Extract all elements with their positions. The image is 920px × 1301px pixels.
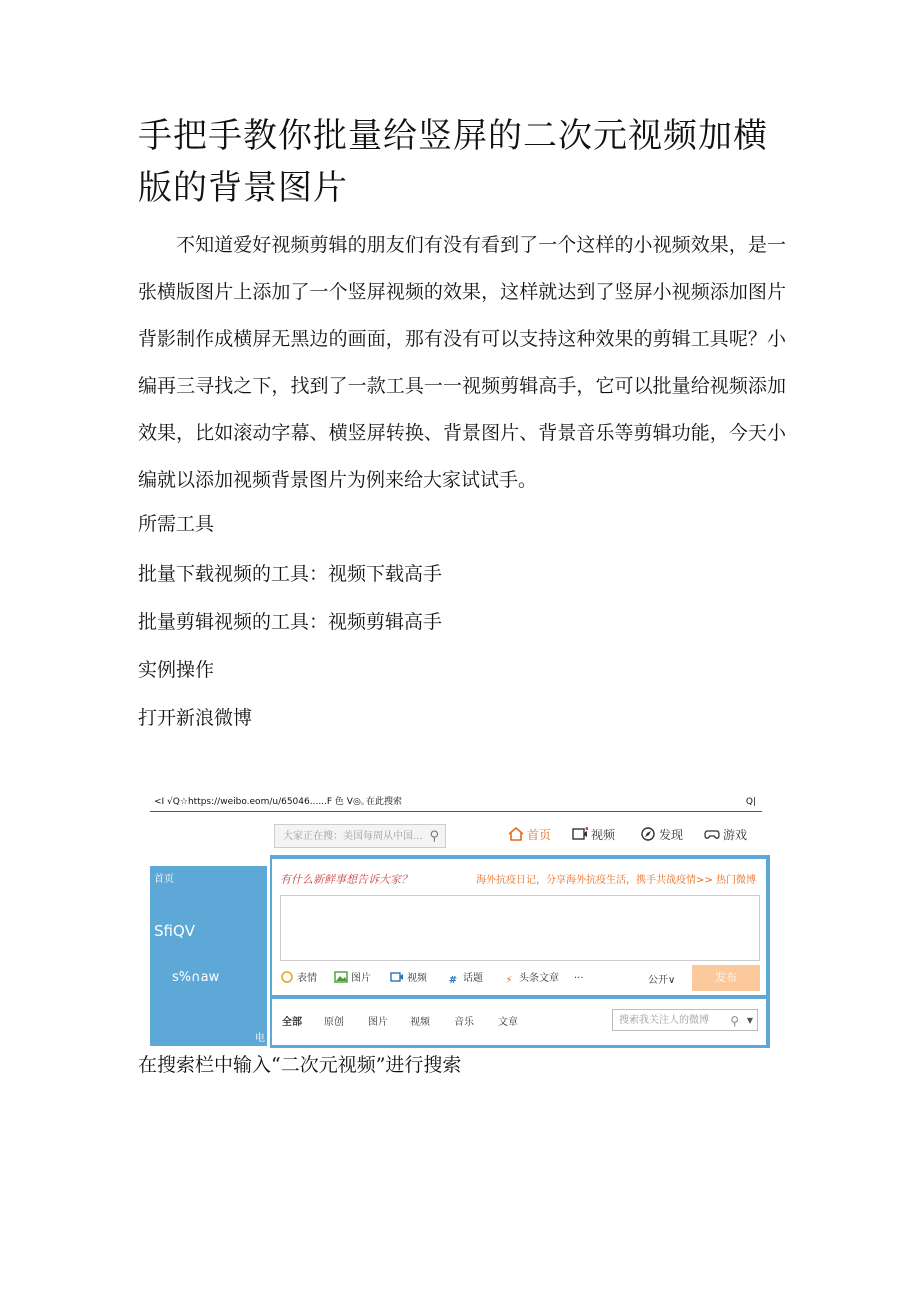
home-icon: [508, 827, 524, 841]
top-search-placeholder: 大家正在搜：美国每周从中国...: [283, 831, 423, 842]
video-icon: [572, 827, 588, 841]
weibo-screenshot: [150, 793, 770, 1048]
top-search-input[interactable]: [274, 824, 446, 848]
tool-article-label: 头条文章: [519, 973, 559, 984]
main-feed-area: [270, 855, 770, 1048]
tool-download-line: 批量下载视频的工具：视频下载高手: [138, 563, 443, 585]
search-icon[interactable]: ⚲: [730, 1014, 739, 1028]
nav-video-label: 视频: [591, 828, 616, 842]
address-search-placeholder: 在此搜索: [366, 797, 403, 807]
weibo-topbar: [270, 821, 770, 855]
document-body: [138, 110, 786, 504]
address-right-glyph: Q|: [745, 797, 756, 807]
tab-videos[interactable]: 视频: [410, 1017, 430, 1028]
tool-emoji-label: 表情: [297, 973, 317, 984]
tab-articles[interactable]: 文章: [498, 1017, 518, 1028]
step-open-weibo: 打开新浪微博: [138, 707, 253, 729]
tab-music[interactable]: 音乐: [454, 1017, 474, 1028]
tool-edit-line: 批量剪辑视频的工具：视频剪辑高手: [138, 611, 443, 633]
tab-original[interactable]: 原创: [324, 1017, 344, 1028]
tool-article[interactable]: [502, 971, 559, 987]
address-bar[interactable]: [150, 793, 762, 812]
send-button[interactable]: 发布: [692, 965, 760, 991]
sidebar-label-c: 电: [255, 1033, 265, 1044]
hashtag-icon: #: [448, 975, 458, 986]
sidebar-home[interactable]: 首页: [154, 874, 174, 885]
page-title: 手把手教你批量给竖屏的二次元视频加横版的背景图片: [138, 116, 768, 208]
feed-tabs: [272, 999, 766, 1045]
composer-prompt: 有什么新鲜事想告诉大家？: [280, 873, 412, 886]
tool-image-label: 图片: [351, 973, 371, 984]
nav-discover[interactable]: [640, 825, 683, 845]
video-icon: [390, 971, 404, 983]
feed-search-input[interactable]: [612, 1009, 758, 1031]
example-heading: 实例操作: [138, 659, 215, 681]
compass-icon: [640, 827, 656, 841]
intro-paragraph: 不知道爱好视频剪辑的朋友们有没有看到了一个这样的小视频效果，是一张横版图片上添加了一个竖屏视频的效果，这样就达到了竖屏小视频添加图片背影制作成横屏无黑边的画面，那有没有可以支持这种效果的剪辑工具呢？小编再三寻找之下，找到了一款工具一一视频剪辑高手，它可以批量给视频添加效果，比如滚动字幕、横竖屏转换、背景图片、背景音乐等剪辑功能，今天小编就以添加视频背景图片为例来给大家试试手。: [138, 234, 786, 491]
tool-emoji[interactable]: [280, 971, 317, 987]
emoji-icon: [280, 971, 294, 983]
step-search: 在搜索栏中输入“二次元视频”进行搜索: [138, 1054, 462, 1076]
tab-images[interactable]: 图片: [368, 1017, 388, 1028]
sidebar: [150, 866, 267, 1046]
composer-textarea[interactable]: [280, 895, 760, 961]
tool-video-label: 视频: [407, 973, 427, 984]
feed-search-placeholder: 搜索我关注人的微博: [619, 1015, 709, 1026]
nav-home[interactable]: [508, 825, 551, 845]
nav-games-label: 游戏: [723, 828, 748, 842]
tool-topic[interactable]: [446, 971, 483, 987]
tool-more[interactable]: ···: [574, 973, 584, 984]
nav-video[interactable]: [572, 825, 615, 845]
sidebar-label-a: SfiQV: [154, 922, 196, 940]
trending-link[interactable]: 海外抗疫日记，分享海外抗疫生活，携手共战疫情>> 热门微博: [476, 875, 756, 886]
tool-video[interactable]: [390, 971, 427, 987]
visibility-select[interactable]: 公开∨: [648, 975, 676, 986]
search-icon[interactable]: ⚲: [429, 829, 439, 844]
chevron-down-icon[interactable]: ▼: [746, 1016, 753, 1025]
gamepad-icon: [704, 827, 720, 841]
sidebar-label-b: s%∩aw: [172, 970, 220, 985]
nav-home-label: 首页: [527, 828, 552, 842]
tools-heading: 所需工具: [138, 513, 215, 535]
address-url: <I √Q☆https://weibo.eom/u/65046......F 色 V◎。: [154, 797, 370, 807]
lightning-icon: ⚡: [505, 975, 513, 986]
tab-all[interactable]: 全部: [282, 1017, 302, 1028]
nav-games[interactable]: [704, 825, 747, 845]
tool-image[interactable]: [334, 971, 371, 987]
composer-panel: [272, 859, 766, 995]
image-icon: [334, 971, 348, 983]
nav-discover-label: 发现: [659, 828, 684, 842]
tool-topic-label: 话题: [463, 973, 483, 984]
